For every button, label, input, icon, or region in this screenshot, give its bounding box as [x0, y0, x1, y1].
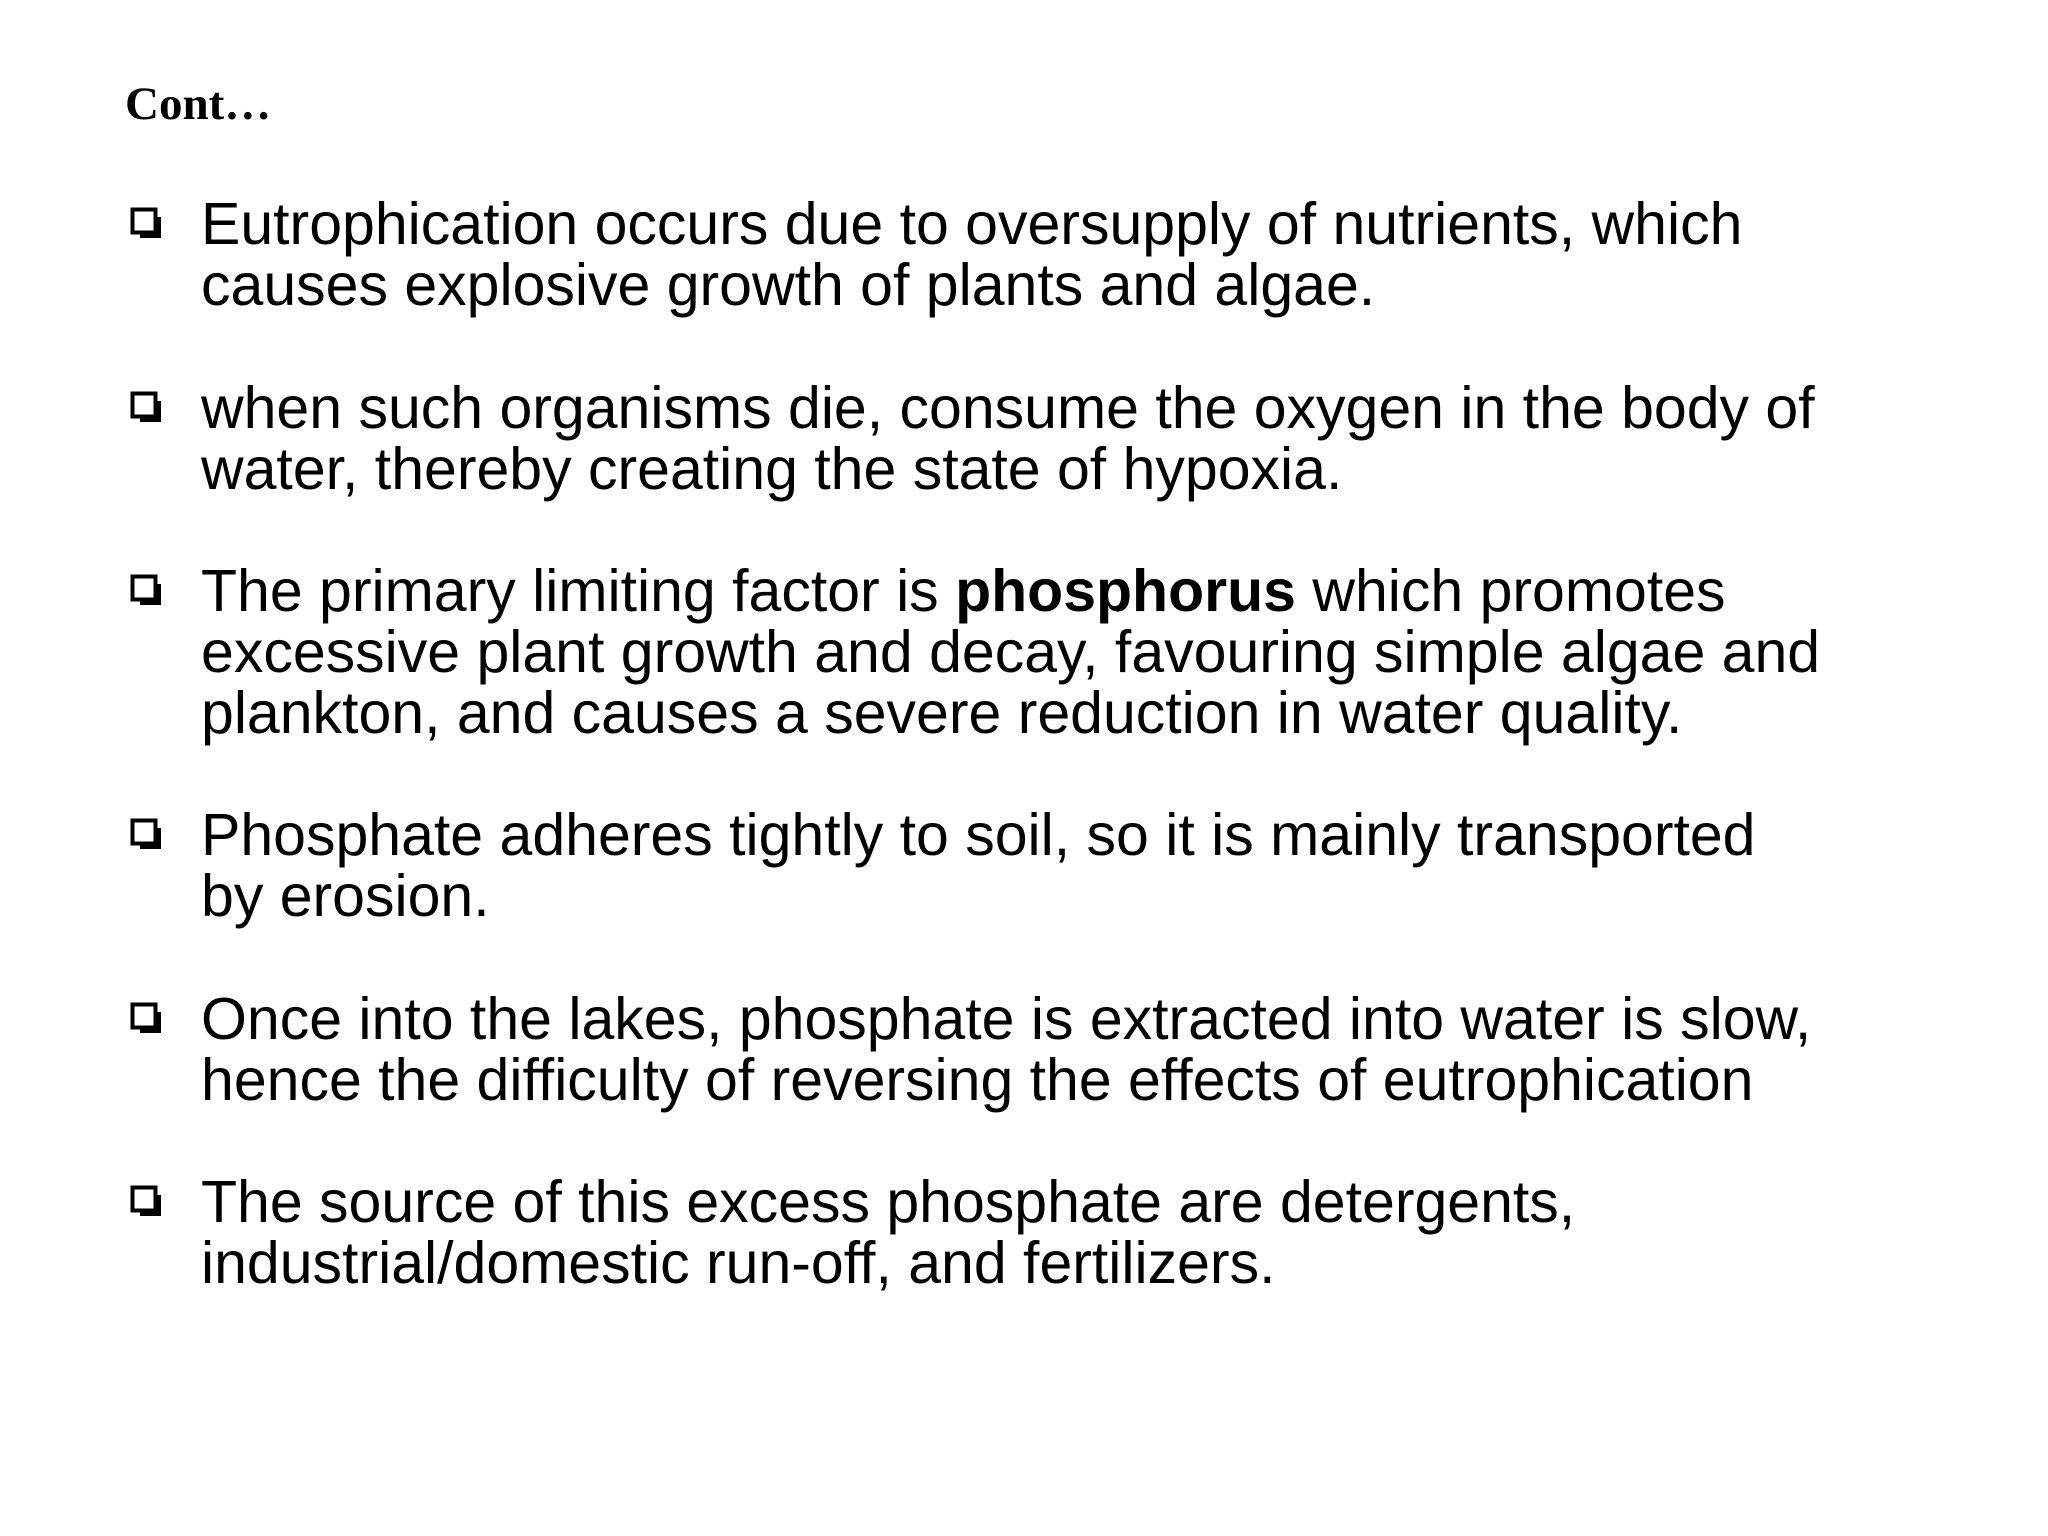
bullet-text-segment: The primary limiting factor is [201, 558, 956, 624]
bullet-line: Phosphate adheres tightly to soil, so it is mainly transported [201, 802, 1756, 868]
checkbox-icon [129, 817, 163, 851]
bullet-text [201, 558, 1945, 746]
bullet-item [125, 1169, 1945, 1296]
bullet-item [125, 558, 1945, 746]
bullet-item [125, 986, 1945, 1113]
bullet-item [125, 191, 1945, 318]
bullet-text [201, 802, 1945, 929]
bullet-line: when such organisms die, consume the oxygen in the body of [201, 375, 1815, 441]
bullet-line: water, thereby creating the state of hypoxia. [201, 436, 1343, 502]
bullet-text [201, 191, 1945, 318]
slide-title: Cont… [125, 78, 272, 130]
bullet-text [201, 1169, 1945, 1296]
bullet-line: hence the difficulty of reversing the effects of eutrophication [201, 1047, 1754, 1113]
bullet-item [125, 375, 1945, 502]
bullet-item [125, 802, 1945, 929]
bullet-line: plankton, and causes a severe reduction in water quality. [201, 680, 1683, 746]
bullet-line: The source of this excess phosphate are detergents, [201, 1169, 1576, 1235]
bullet-text [201, 986, 1945, 1113]
bullet-text [201, 375, 1945, 502]
bullet-line: excessive plant growth and decay, favouring simple algae and [201, 619, 1821, 685]
checkbox-icon [129, 573, 163, 607]
bullet-text-segment: which promotes [1295, 558, 1726, 624]
checkbox-icon [129, 1184, 163, 1218]
bold-term-phosphorus: phosphorus [955, 558, 1296, 624]
bullet-line: by erosion. [201, 863, 490, 929]
bullet-line [201, 558, 1945, 624]
bullet-line: causes explosive growth of plants and algae. [201, 252, 1376, 318]
bullet-line: industrial/domestic run-off, and fertilizers. [201, 1230, 1276, 1296]
bullet-line: Once into the lakes, phosphate is extracted into water is slow, [201, 986, 1812, 1052]
checkbox-icon [129, 206, 163, 240]
checkbox-icon [129, 1001, 163, 1035]
bullet-line: Eutrophication occurs due to oversupply of nutrients, which [201, 191, 1743, 257]
checkbox-icon [129, 390, 163, 424]
